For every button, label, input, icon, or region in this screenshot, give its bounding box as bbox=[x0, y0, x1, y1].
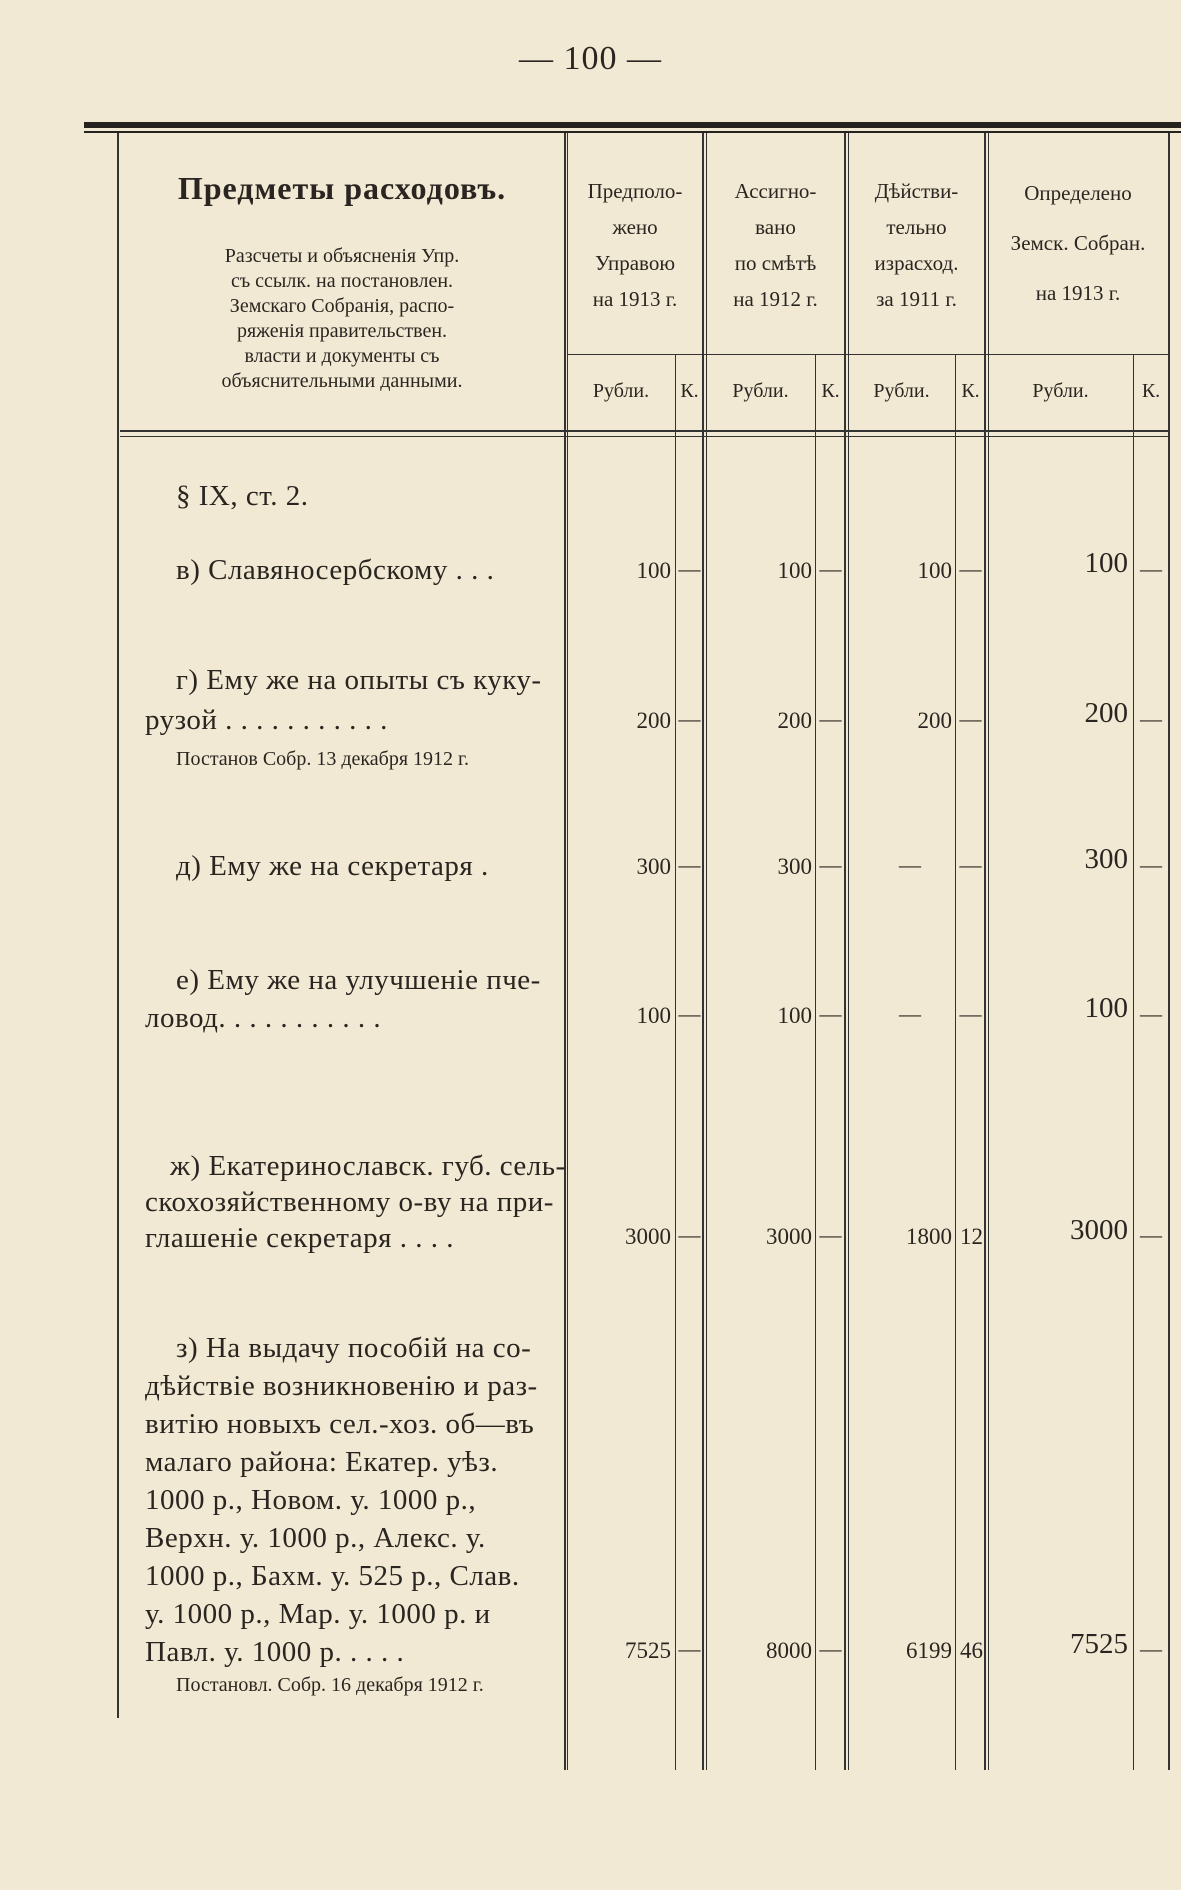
value-approved-rub: 100 bbox=[1084, 547, 1128, 579]
column-head-spent: тельно bbox=[886, 215, 947, 239]
units-row-rule bbox=[567, 354, 1168, 355]
value-proposed-kop: — bbox=[678, 1636, 701, 1661]
value-assigned-rub: 8000 bbox=[766, 1638, 812, 1663]
value-assigned-kop: — bbox=[819, 1222, 842, 1247]
col-rule bbox=[848, 133, 849, 1770]
value-proposed-kop: — bbox=[678, 1001, 701, 1026]
row-text: Павл. у. 1000 р. . . . . bbox=[145, 1636, 405, 1668]
value-assigned-kop: — bbox=[819, 706, 842, 731]
value-spent-rub: 200 bbox=[917, 708, 952, 733]
unit-kop: К. bbox=[680, 380, 699, 402]
row-text: витію новыхъ сел.-хоз. об—въ bbox=[145, 1408, 535, 1440]
value-spent-kop: 46 bbox=[960, 1638, 983, 1663]
row-text: ловод. . . . . . . . . . . bbox=[145, 1002, 382, 1034]
value-approved-kop: — bbox=[1140, 706, 1162, 731]
column-head-spent: Дѣйстви- bbox=[874, 179, 959, 203]
value-spent-rub: 6199 bbox=[906, 1638, 952, 1663]
row-text: г) Ему же на опыты съ куку- bbox=[176, 664, 542, 696]
column-head-assigned: на 1912 г. bbox=[733, 287, 818, 311]
value-spent-kop: — bbox=[959, 706, 982, 731]
value-approved-rub: 3000 bbox=[1070, 1214, 1128, 1246]
value-approved-kop: — bbox=[1140, 852, 1162, 877]
table-border-right bbox=[1168, 133, 1170, 1770]
value-approved-rub: 200 bbox=[1084, 697, 1128, 729]
value-assigned-kop: — bbox=[819, 852, 842, 877]
value-approved-rub: 100 bbox=[1084, 992, 1128, 1024]
value-spent-rub: — bbox=[899, 852, 921, 877]
unit-kop: К. bbox=[1141, 380, 1161, 402]
column-head-assigned: вано bbox=[755, 215, 796, 239]
value-proposed-kop: — bbox=[678, 1222, 701, 1247]
row-text: дѣйствіе возникновенію и раз- bbox=[145, 1370, 538, 1402]
value-approved-kop: — bbox=[1140, 556, 1162, 581]
value-proposed-kop: — bbox=[678, 706, 701, 731]
column-head-approved: Земск. Собран. bbox=[1010, 231, 1146, 255]
value-assigned-rub: 3000 bbox=[766, 1224, 812, 1249]
value-approved-kop: — bbox=[1140, 1001, 1162, 1026]
value-spent-kop: — bbox=[959, 852, 982, 877]
value-approved-kop: — bbox=[1140, 1636, 1162, 1661]
col-rule bbox=[567, 133, 568, 1770]
unit-kop: К. bbox=[961, 380, 980, 402]
value-proposed-rub: 200 bbox=[636, 708, 671, 733]
unit-kop: К. bbox=[821, 380, 840, 402]
value-approved-rub: 7525 bbox=[1070, 1628, 1128, 1660]
column-note-line: ряженія правительствен. bbox=[236, 320, 448, 342]
column-head-approved: Определено bbox=[1024, 181, 1132, 205]
unit-rub: Рубли. bbox=[732, 380, 789, 402]
row-text: скохозяйственному о-ву на при- bbox=[145, 1186, 554, 1218]
row-text: в) Славяносербскому . . . bbox=[176, 554, 495, 586]
page-number: — 100 — bbox=[519, 40, 662, 77]
top-rule-thin bbox=[84, 131, 1181, 133]
top-rule bbox=[84, 122, 1181, 128]
column-title-items: Предметы расходовъ. bbox=[177, 170, 507, 206]
row-text: у. 1000 р., Мар. у. 1000 р. и bbox=[145, 1598, 491, 1630]
column-head-proposed: жено bbox=[612, 215, 658, 239]
column-note-line: власти и документы съ bbox=[244, 345, 440, 367]
section-heading: § IX, ст. 2. bbox=[176, 480, 309, 512]
column-head-proposed: Управою bbox=[594, 251, 676, 275]
value-assigned-kop: — bbox=[819, 1636, 842, 1661]
value-proposed-rub: 100 bbox=[636, 558, 671, 583]
row-reference: Постановл. Собр. 16 декабря 1912 г. bbox=[176, 1674, 484, 1696]
col-rule bbox=[706, 133, 707, 1770]
value-approved-rub: 300 bbox=[1084, 843, 1128, 875]
value-proposed-rub: 100 bbox=[636, 1003, 671, 1028]
row-text: д) Ему же на секретаря . bbox=[176, 850, 489, 882]
value-assigned-kop: — bbox=[819, 556, 842, 581]
row-text: е) Ему же на улучшеніе пче- bbox=[176, 964, 541, 996]
column-note-line: объяснительными данными. bbox=[221, 370, 463, 392]
value-spent-kop: — bbox=[959, 556, 982, 581]
value-spent-kop: — bbox=[959, 1001, 982, 1026]
value-assigned-kop: — bbox=[819, 1001, 842, 1026]
value-proposed-rub: 3000 bbox=[625, 1224, 671, 1249]
col-rule bbox=[844, 133, 846, 1770]
column-head-approved: на 1913 г. bbox=[1035, 281, 1121, 305]
column-note-line: съ ссылк. на постановлен. bbox=[230, 270, 454, 292]
column-head-proposed: на 1913 г. bbox=[592, 287, 678, 311]
table-border-left bbox=[117, 133, 119, 1718]
header-bottom-rule bbox=[120, 436, 1170, 437]
value-proposed-rub: 300 bbox=[636, 854, 671, 879]
row-text: 1000 р., Новом. у. 1000 р., bbox=[145, 1484, 477, 1516]
value-approved-kop: — bbox=[1140, 1222, 1162, 1247]
column-head-spent: израсход. bbox=[874, 251, 959, 275]
row-text: Верхн. у. 1000 р., Алекс. у. bbox=[145, 1522, 486, 1554]
column-note-line: Разсчеты и объясненія Упр. bbox=[224, 245, 460, 267]
row-text: ж) Екатеринославск. губ. сель- bbox=[170, 1150, 566, 1182]
row-text: малаго района: Екатер. уѣз. bbox=[145, 1446, 499, 1478]
value-proposed-kop: — bbox=[678, 556, 701, 581]
row-text: рузой . . . . . . . . . . . bbox=[145, 704, 388, 736]
col-rule bbox=[564, 133, 566, 1770]
value-spent-rub: 100 bbox=[917, 558, 952, 583]
header-bottom-rule bbox=[120, 430, 1170, 432]
value-proposed-kop: — bbox=[678, 852, 701, 877]
value-spent-rub: 1800 bbox=[906, 1224, 952, 1249]
value-assigned-rub: 300 bbox=[777, 854, 812, 879]
value-assigned-rub: 100 bbox=[777, 1003, 812, 1028]
value-spent-kop: 12 bbox=[960, 1224, 983, 1249]
row-text: глашеніе секретаря . . . . bbox=[145, 1222, 454, 1254]
col-rule bbox=[988, 133, 989, 1770]
row-text: 1000 р., Бахм. у. 525 р., Слав. bbox=[145, 1560, 520, 1592]
col-rule bbox=[984, 133, 986, 1770]
unit-rub: Рубли. bbox=[873, 380, 930, 402]
unit-rub: Рубли. bbox=[592, 380, 650, 402]
column-head-assigned: Ассигно- bbox=[734, 179, 817, 203]
unit-rub: Рубли. bbox=[1032, 380, 1089, 402]
value-assigned-rub: 200 bbox=[777, 708, 812, 733]
value-proposed-rub: 7525 bbox=[625, 1638, 671, 1663]
row-text: з) На выдачу пособій на со- bbox=[176, 1332, 532, 1364]
column-note-line: Земскаго Собранія, распо- bbox=[229, 295, 455, 317]
col-rule bbox=[702, 133, 704, 1770]
value-assigned-rub: 100 bbox=[777, 558, 812, 583]
column-head-proposed: Предполо- bbox=[587, 179, 683, 203]
row-reference: Постанов Собр. 13 декабря 1912 г. bbox=[176, 748, 470, 770]
value-spent-rub: — bbox=[899, 1001, 921, 1026]
column-head-spent: за 1911 г. bbox=[876, 287, 957, 311]
column-head-assigned: по смѣтѣ bbox=[734, 251, 817, 275]
